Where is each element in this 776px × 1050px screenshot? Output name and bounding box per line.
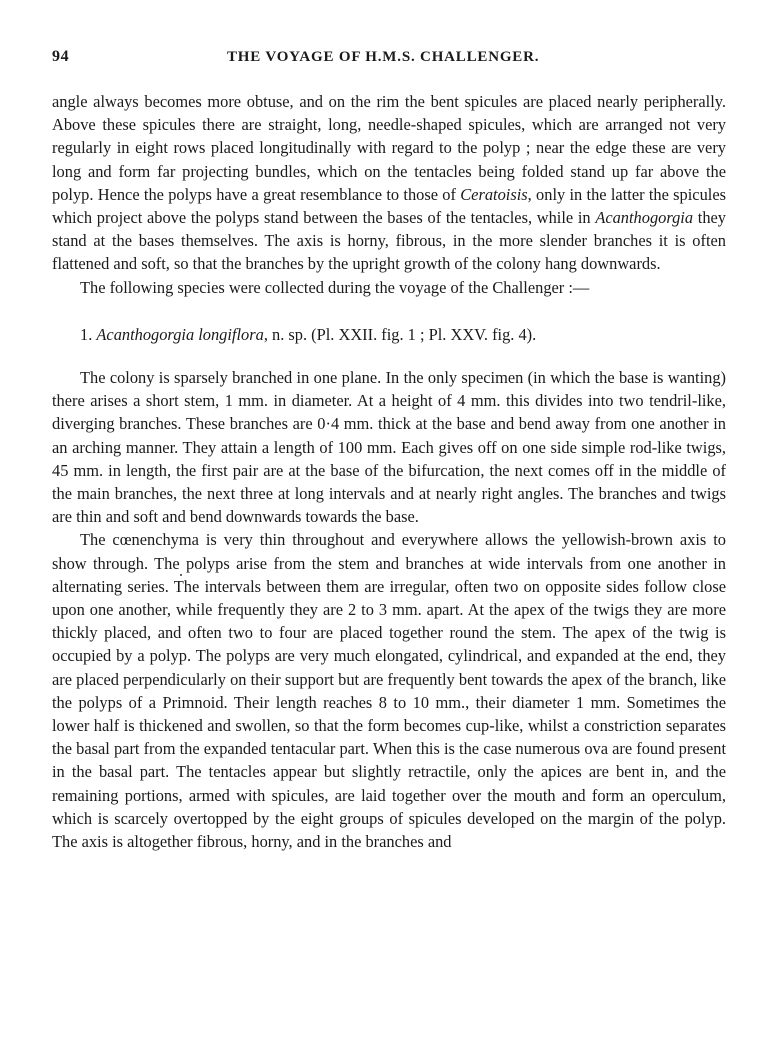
page-header <box>52 44 726 74</box>
species-heading <box>52 323 726 346</box>
description-section <box>52 366 726 853</box>
genus-acanthogorgia: Acanthogorgia <box>595 208 694 228</box>
description-paragraph-2: The cœnenchyma is very thin throughout and everywhere allows the yellowish-brown axis to show through. The polyps arise from the stem and branches at wide intervals from one another in alternating series. The intervals between them are irregular, often two on opposite sides follow close upon one another, while frequently they are 2 to 3 mm. apart. At the apex of the twigs they are more thickly placed, and often two to four are placed together round the stem. The apex of the twig is occupied by a polyp. The polyps are very much elongated, cylindrical, and expanded at the end, they are placed perpendicularly on their support but are frequently bent towards the apex of the branch, like the polyps of a Primnoid. Their length reaches 8 to 10 mm., their diameter 1 mm. Sometimes the lower half is thickened and swollen, so that the form becomes cup-like, whilst a constriction separates the basal part from the expanded tentacular part. When this is the case numerous ova are found present in the basal part. The tentacles appear but slightly retractile, only the apices are bent in, and the remaining portions, armed with spicules, are laid together over the mouth and form an operculum, which is scarcely overtopped by the eight groups of spicules developed on the margin of the polyp. The axis is altogether fibrous, horny, and in the branches and <box>52 530 726 852</box>
species-number: 1. <box>80 324 93 344</box>
intro-text-2: , only in the latter the spicules which project above the polyps stand between the bases of the tentacles, while in <box>52 184 726 228</box>
species-name: Acanthogorgia longiflora <box>96 324 264 344</box>
intro-paragraph <box>52 90 726 276</box>
intro-section <box>52 90 726 299</box>
page <box>52 44 726 853</box>
ink-speck <box>180 574 182 576</box>
running-head: THE VOYAGE OF H.M.S. CHALLENGER. <box>227 49 540 65</box>
species-intro-paragraph: The following species were collected during the voyage of the Challenger :— <box>80 277 590 297</box>
description-paragraph-1: The colony is sparsely branched in one plane. In the only specimen (in which the base is wanting) there arises a short stem, 1 mm. in diameter. At a height of 4 mm. this divides into two tendril-like, diverging branches. These branches are 0·4 mm. thick at the base and bend away from one another in an arching manner. They attain a length of 100 mm. Each gives off on one side simple rod-like twigs, 45 mm. in length, the first pair are at the base of the bifurcation, the next comes off in the middle of the main branches, the next three at long intervals and at nearly right angles. The branches and twigs are thin and soft and bend downwards towards the base. <box>52 368 726 527</box>
genus-ceratoisis: Ceratoisis <box>460 184 528 204</box>
page-number: 94 <box>52 48 70 65</box>
species-suffix: , n. sp. (Pl. XXII. fig. 1 ; Pl. XXV. fig. 4). <box>263 324 537 344</box>
intro-text-1: angle always becomes more obtuse, and on the rim the bent spicules are placed nearly peripherally. Above these spicules there are straight, long, needle-shaped spicules, which are arranged not very regularly in eight rows placed longitudinally with regard to the polyp ; near the edge these are very long and form far projecting bundles, which on the tentacles being folded stand up far above the polyp. Hence the polyps have a great resemblance to those of <box>52 92 726 204</box>
intro-text-3: they stand at the bases themselves. The axis is horny, fibrous, in the more slender branches it is often flattened and soft, so that the branches by the upright growth of the colony hang downwards. <box>52 208 726 274</box>
